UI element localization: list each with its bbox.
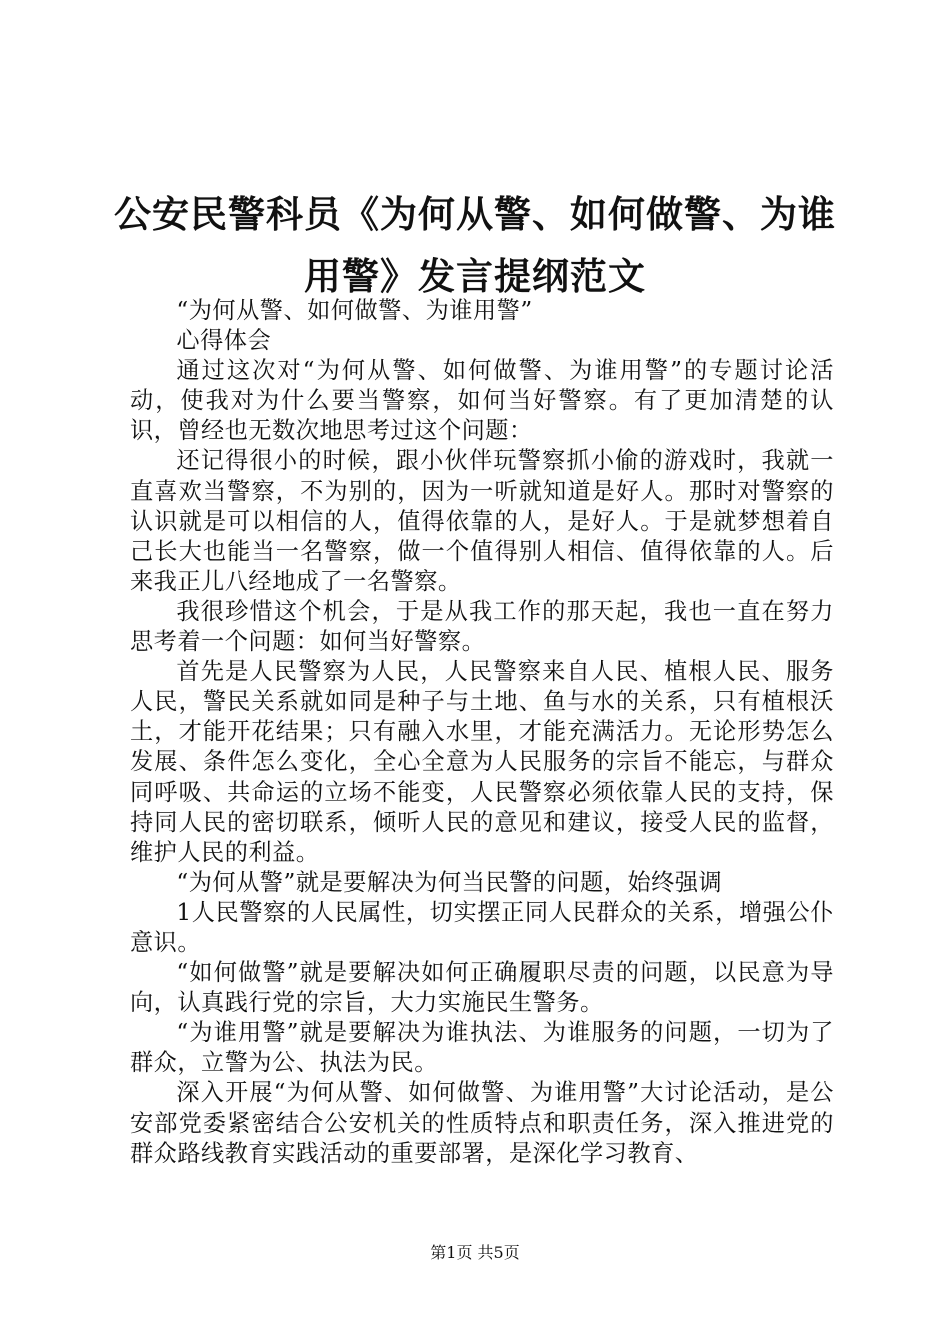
page-number-footer: 第1页 共5页 [430, 1243, 520, 1262]
paragraph: 心得体会 [176, 327, 272, 355]
paragraph: “为何从警”就是要解决为何当民警的问题，始终强调 [176, 868, 723, 896]
paragraph: 通过这次对“为何从警、如何做警、为谁用警”的专题讨论活动，使我对为什么要当警察，如何当好警察。有了更加清楚的认识，曾经也无数次地思考过这个问题： [130, 357, 834, 445]
document-body [130, 296, 834, 1169]
paragraph: 首先是人民警察为人民，人民警察来自人民、植根人民、服务人民，警民关系就如同是种子与土地、鱼与水的关系，只有植根沃土，才能开花结果；只有融入水里，才能充满活力。无论形势怎么发展、条件怎么变化，全心全意为人民服务的宗旨不能忘，与群众同呼吸、共命运的立场不能变，人民警察必须依靠人民的支持，保持同人民的密切联系，倾听人民的意见和建议，接受人民的监督，维护人民的利益。 [130, 658, 834, 866]
paragraph: “为何从警、如何做警、为谁用警” [176, 297, 533, 324]
paragraph: “如何做警”就是要解决如何正确履职尽责的问题，以民意为导向，认真践行党的宗旨，大力实施民生警务。 [130, 959, 834, 1017]
paragraph: 深入开展“为何从警、如何做警、为谁用警”大讨论活动，是公安部党委紧密结合公安机关的性质特点和职责任务，深入推进党的群众路线教育实践活动的重要部署，是深化学习教育、 [130, 1079, 834, 1167]
paragraph: 我很珍惜这个机会，于是从我工作的那天起，我也一直在努力思考着一个问题：如何当好警察。 [130, 597, 834, 656]
paragraph: 1人民警察的人民属性，切实摆正同人民群众的关系，增强公仆意识。 [130, 898, 834, 956]
paragraph: 还记得很小的时候，跟小伙伴玩警察抓小偷的游戏时，我就一直喜欢当警察，不为别的，因为一听就知道是好人。那时对警察的认识就是可以相信的人，值得依靠的人，是好人。于是就梦想着自己长大也能当一名警察，做一个值得别人相信、值得依靠的人。后来我正儿八经地成了一名警察。 [130, 447, 834, 595]
paragraph: “为谁用警”就是要解决为谁执法、为谁服务的问题，一切为了群众，立警为公、执法为民。 [130, 1019, 834, 1077]
document-title: 公安民警科员《为何从警、如何做警、为谁用警》发言提纲范文 [114, 192, 836, 298]
